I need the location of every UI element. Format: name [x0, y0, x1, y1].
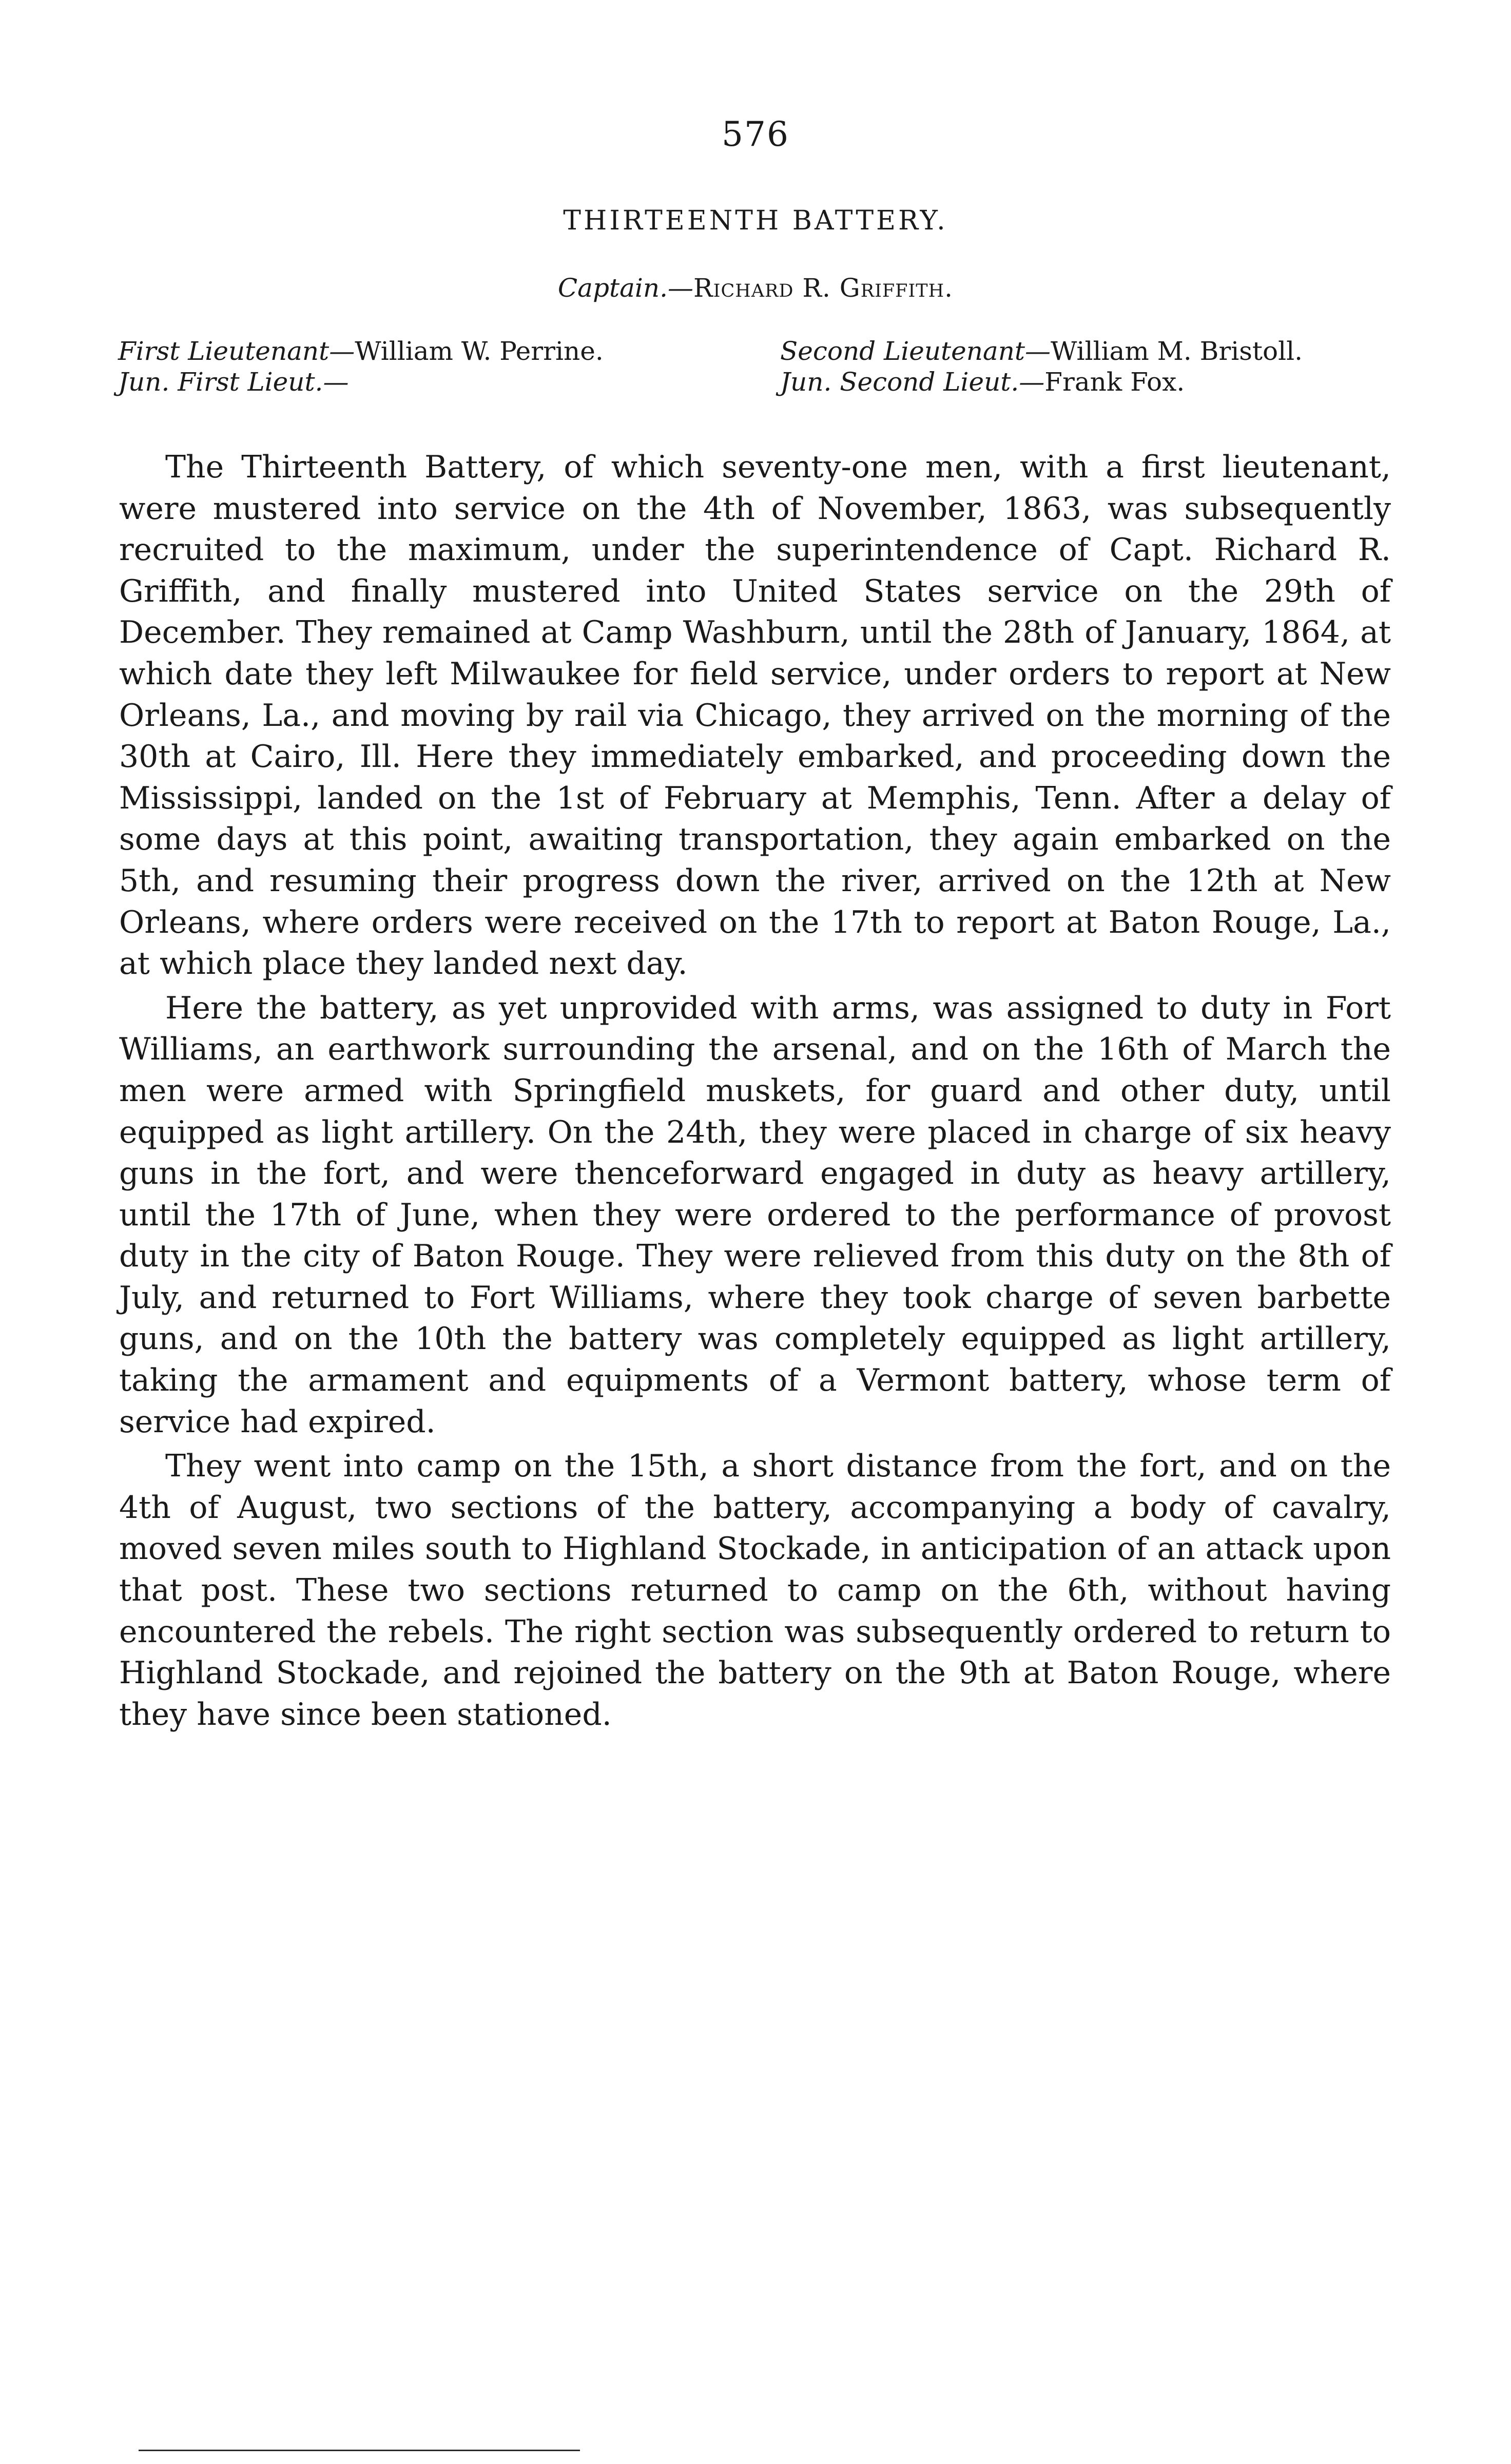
paragraph: Here the battery, as yet unprovided with arms, was assigned to duty in Fort Williams, an earthwork surrounding the arsenal, and on the 16th of March the men were armed with Springfield muskets, for guard and other duty, until equipped as light artillery. On the 24th, they were placed in charge of six heavy guns in the fort, and were thenceforward engaged in duty as heavy artillery, until the 17th of June, when they were ordered to the performance of provost duty in the city of Baton Rouge. They were relieved from this duty on the 8th of July, and returned to Fort Williams, where they took charge of seven barbette guns, and on the 10th the battery was completely equipped as light artillery, taking the armament and equipments of a Vermont battery, whose term of service had expired.: [119, 990, 1391, 1440]
officer-first-lieutenant: [118, 336, 604, 367]
paragraph: The Thirteenth Battery, of which seventy-one men, with a first lieutenant, were mustered into service on the 4th of November, 1863, was subsequently recruited to the maximum, under the superintendence of Capt. Richard R. Griffith, and finally mustered into United States service on the 29th of December. They remained at Camp Washburn, until the 28th of January, 1864, at which date they left Milwaukee for field service, under orders to report at New Orleans, La., and moving by rail via Chicago, they arrived on the morning of the 30th at Cairo, Ill. Here they immediately embarked, and proceeding down the Mississippi, landed on the 1st of February at Memphis, Tenn. After a delay of some days at this point, awaiting transportation, they again embarked on the 5th, and resuming their progress down the river, arrived on the 12th at New Orleans, where orders were received on the 17th to report at Baton Rouge, La., at which place they landed next day.: [119, 449, 1391, 982]
officer-junior-second-lieutenant: [780, 367, 1185, 397]
body-text: [119, 447, 1391, 1735]
paragraph: They went into camp on the 15th, a short distance from the fort, and on the 4th of August, two sections of the battery, accompanying a body of cavalry, moved seven miles south to Highland Stockade, in anticipation of an attack upon that post. These two sections returned to camp on the 6th, without having encountered the rebels. The right section was subsequently ordered to return to Highland Stockade, and rejoined the battery on the 9th at Baton Rouge, where they have since been stationed.: [119, 1448, 1391, 1732]
footer-rule: [139, 2450, 580, 2451]
officer-role: Jun. First Lieut.—: [118, 367, 349, 397]
officer-second-lieutenant: [780, 336, 1303, 367]
captain-role: Captain.—: [557, 273, 693, 303]
officer-role: Second Lieutenant—: [780, 336, 1051, 366]
officer-name: William W. Perrine.: [355, 336, 604, 366]
officer-role: Jun. Second Lieut.—: [780, 367, 1045, 397]
captain-line: [0, 272, 1511, 304]
officer-name: William M. Bristoll.: [1051, 336, 1303, 366]
section-title: THIRTEENTH BATTERY.: [563, 205, 948, 236]
officer-name: Frank Fox.: [1044, 367, 1185, 397]
captain-name: Richard R. Griffith.: [693, 273, 954, 303]
page-number: 576: [722, 114, 789, 154]
officer-junior-first-lieutenant: [118, 367, 348, 397]
officer-role: First Lieutenant—: [118, 336, 355, 366]
